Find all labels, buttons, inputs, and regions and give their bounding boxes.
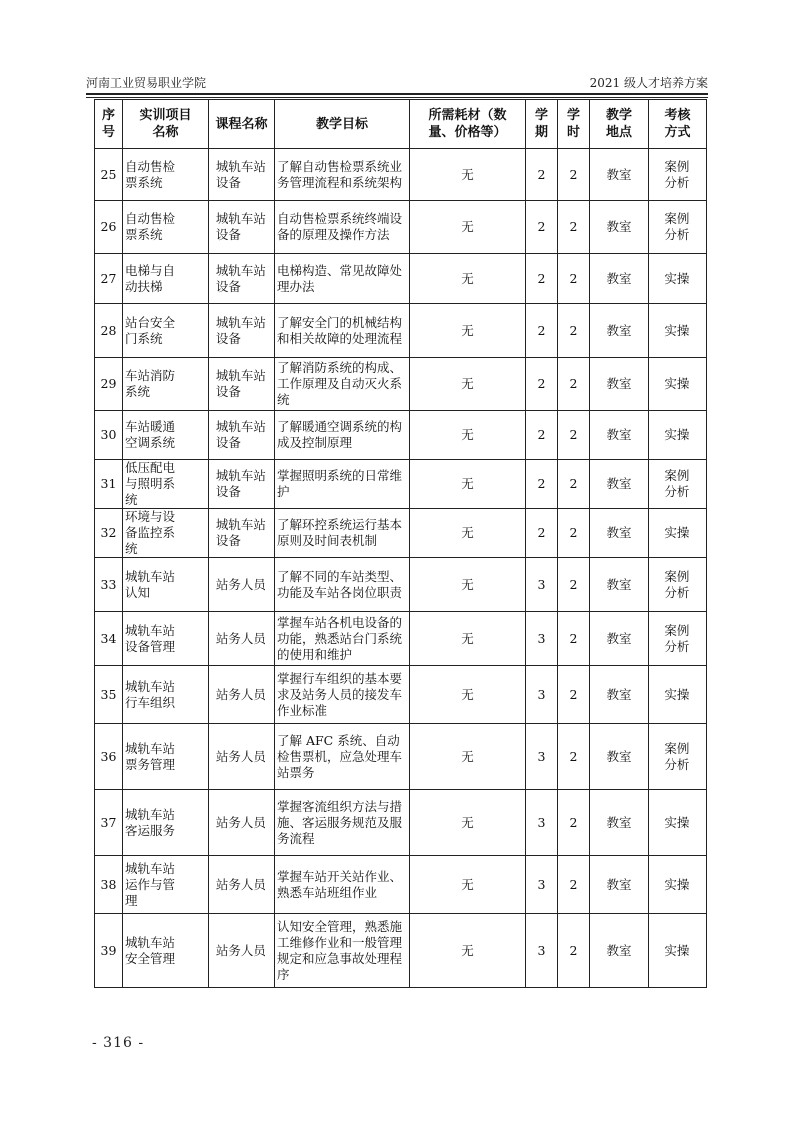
cell-hours: 2 xyxy=(558,856,590,914)
cell-hours: 2 xyxy=(558,558,590,612)
cell-material: 无 xyxy=(410,558,526,612)
cell-goal: 认知安全管理，熟悉施工维修作业和一般管理规定和应急事故处理程序 xyxy=(275,914,410,988)
page-number: - 316 - xyxy=(92,1035,145,1051)
cell-no: 31 xyxy=(95,460,123,509)
cell-material: 无 xyxy=(410,509,526,558)
cell-goal: 掌握照明系统的日常维护 xyxy=(275,460,410,509)
cell-place: 教室 xyxy=(590,149,649,201)
cell-no: 29 xyxy=(95,358,123,411)
col-header-project: 实训项目名称 xyxy=(123,100,209,149)
cell-project: 城轨车站行车组织 xyxy=(123,666,209,724)
cell-material: 无 xyxy=(410,460,526,509)
cell-no: 33 xyxy=(95,558,123,612)
cell-course: 站务人员 xyxy=(209,790,275,856)
cell-no: 35 xyxy=(95,666,123,724)
table-row xyxy=(95,149,707,201)
cell-course: 城轨车站设备 xyxy=(209,358,275,411)
cell-material: 无 xyxy=(410,790,526,856)
col-header-course: 课程名称 xyxy=(209,100,275,149)
cell-term: 2 xyxy=(526,304,558,358)
cell-material: 无 xyxy=(410,856,526,914)
cell-project: 低压配电与照明系统 xyxy=(123,460,209,509)
col-header-term: 学期 xyxy=(526,100,558,149)
cell-goal: 了解 AFC 系统、自动检售票机，应急处理车站票务 xyxy=(275,724,410,790)
cell-assess: 案例分析 xyxy=(649,558,707,612)
cell-project: 站台安全门系统 xyxy=(123,304,209,358)
cell-assess: 实操 xyxy=(649,358,707,411)
cell-no: 39 xyxy=(95,914,123,988)
cell-place: 教室 xyxy=(590,666,649,724)
header-rule-thin xyxy=(86,97,708,98)
training-table xyxy=(94,99,707,988)
cell-place: 教室 xyxy=(590,856,649,914)
cell-hours: 2 xyxy=(558,411,590,460)
table-row xyxy=(95,724,707,790)
cell-course: 城轨车站设备 xyxy=(209,304,275,358)
col-header-goal: 教学目标 xyxy=(275,100,410,149)
cell-hours: 2 xyxy=(558,790,590,856)
cell-no: 26 xyxy=(95,201,123,254)
cell-project: 城轨车站票务管理 xyxy=(123,724,209,790)
table-row xyxy=(95,358,707,411)
header-rule-thick xyxy=(86,93,708,95)
cell-material: 无 xyxy=(410,254,526,304)
cell-material: 无 xyxy=(410,358,526,411)
cell-course: 城轨车站设备 xyxy=(209,149,275,201)
cell-assess: 案例分析 xyxy=(649,201,707,254)
cell-term: 3 xyxy=(526,558,558,612)
cell-hours: 2 xyxy=(558,304,590,358)
cell-goal: 了解暖通空调系统的构成及控制原理 xyxy=(275,411,410,460)
cell-material: 无 xyxy=(410,914,526,988)
table-row xyxy=(95,914,707,988)
cell-hours: 2 xyxy=(558,724,590,790)
cell-term: 2 xyxy=(526,201,558,254)
cell-place: 教室 xyxy=(590,460,649,509)
cell-place: 教室 xyxy=(590,914,649,988)
cell-material: 无 xyxy=(410,411,526,460)
cell-place: 教室 xyxy=(590,411,649,460)
cell-project: 车站暖通空调系统 xyxy=(123,411,209,460)
table-row xyxy=(95,304,707,358)
table-row xyxy=(95,558,707,612)
table-row xyxy=(95,460,707,509)
cell-course: 城轨车站设备 xyxy=(209,411,275,460)
cell-place: 教室 xyxy=(590,612,649,666)
cell-no: 27 xyxy=(95,254,123,304)
cell-goal: 了解环控系统运行基本原则及时间表机制 xyxy=(275,509,410,558)
cell-material: 无 xyxy=(410,304,526,358)
cell-project: 自动售检票系统 xyxy=(123,149,209,201)
cell-goal: 了解消防系统的构成、工作原理及自动灭火系统 xyxy=(275,358,410,411)
cell-assess: 实操 xyxy=(649,666,707,724)
cell-assess: 实操 xyxy=(649,914,707,988)
cell-goal: 掌握车站各机电设备的功能，熟悉站台门系统的使用和维护 xyxy=(275,612,410,666)
cell-goal: 掌握车站开关站作业、熟悉车站班组作业 xyxy=(275,856,410,914)
cell-term: 2 xyxy=(526,460,558,509)
cell-assess: 实操 xyxy=(649,304,707,358)
cell-no: 37 xyxy=(95,790,123,856)
table-row xyxy=(95,856,707,914)
cell-place: 教室 xyxy=(590,724,649,790)
cell-assess: 实操 xyxy=(649,856,707,914)
cell-hours: 2 xyxy=(558,149,590,201)
cell-goal: 电梯构造、常见故障处理办法 xyxy=(275,254,410,304)
cell-no: 28 xyxy=(95,304,123,358)
cell-material: 无 xyxy=(410,666,526,724)
table-row xyxy=(95,790,707,856)
cell-project: 环境与设备监控系统 xyxy=(123,509,209,558)
cell-course: 站务人员 xyxy=(209,724,275,790)
cell-assess: 实操 xyxy=(649,509,707,558)
cell-course: 站务人员 xyxy=(209,856,275,914)
cell-term: 2 xyxy=(526,149,558,201)
cell-project: 自动售检票系统 xyxy=(123,201,209,254)
cell-term: 3 xyxy=(526,724,558,790)
cell-term: 3 xyxy=(526,612,558,666)
cell-goal: 掌握客流组织方法与措施、客运服务规范及服务流程 xyxy=(275,790,410,856)
col-header-no: 序号 xyxy=(95,100,123,149)
cell-no: 34 xyxy=(95,612,123,666)
cell-hours: 2 xyxy=(558,201,590,254)
cell-place: 教室 xyxy=(590,201,649,254)
cell-term: 3 xyxy=(526,856,558,914)
cell-goal: 了解自动售检票系统业务管理流程和系统架构 xyxy=(275,149,410,201)
table-row xyxy=(95,201,707,254)
table-row xyxy=(95,509,707,558)
header-school-name: 河南工业贸易职业学院 xyxy=(86,76,207,90)
cell-project: 车站消防系统 xyxy=(123,358,209,411)
cell-assess: 实操 xyxy=(649,411,707,460)
cell-place: 教室 xyxy=(590,558,649,612)
table-header-row xyxy=(95,100,707,149)
cell-hours: 2 xyxy=(558,914,590,988)
cell-course: 站务人员 xyxy=(209,666,275,724)
cell-place: 教室 xyxy=(590,254,649,304)
cell-project: 电梯与自动扶梯 xyxy=(123,254,209,304)
cell-assess: 案例分析 xyxy=(649,149,707,201)
cell-project: 城轨车站认知 xyxy=(123,558,209,612)
cell-term: 3 xyxy=(526,790,558,856)
col-header-material: 所需耗材（数量、价格等） xyxy=(410,100,526,149)
col-header-place: 教学地点 xyxy=(590,100,649,149)
cell-assess: 案例分析 xyxy=(649,460,707,509)
header-doc-title: 2021 级人才培养方案 xyxy=(589,76,708,90)
cell-goal: 了解不同的车站类型、功能及车站各岗位职责 xyxy=(275,558,410,612)
cell-term: 2 xyxy=(526,411,558,460)
cell-material: 无 xyxy=(410,724,526,790)
cell-course: 站务人员 xyxy=(209,612,275,666)
col-header-assess: 考核方式 xyxy=(649,100,707,149)
cell-project: 城轨车站安全管理 xyxy=(123,914,209,988)
cell-project: 城轨车站设备管理 xyxy=(123,612,209,666)
cell-no: 25 xyxy=(95,149,123,201)
cell-course: 站务人员 xyxy=(209,914,275,988)
table-row xyxy=(95,666,707,724)
cell-assess: 案例分析 xyxy=(649,612,707,666)
table-row xyxy=(95,254,707,304)
cell-term: 2 xyxy=(526,509,558,558)
cell-place: 教室 xyxy=(590,304,649,358)
cell-no: 30 xyxy=(95,411,123,460)
cell-term: 2 xyxy=(526,254,558,304)
cell-place: 教室 xyxy=(590,790,649,856)
cell-hours: 2 xyxy=(558,358,590,411)
cell-course: 城轨车站设备 xyxy=(209,460,275,509)
cell-material: 无 xyxy=(410,149,526,201)
cell-no: 38 xyxy=(95,856,123,914)
table-row xyxy=(95,612,707,666)
cell-goal: 了解安全门的机械结构和相关故障的处理流程 xyxy=(275,304,410,358)
cell-no: 36 xyxy=(95,724,123,790)
cell-hours: 2 xyxy=(558,460,590,509)
cell-place: 教室 xyxy=(590,358,649,411)
cell-hours: 2 xyxy=(558,254,590,304)
table-row xyxy=(95,411,707,460)
cell-course: 城轨车站设备 xyxy=(209,254,275,304)
cell-project: 城轨车站运作与管理 xyxy=(123,856,209,914)
cell-material: 无 xyxy=(410,201,526,254)
cell-hours: 2 xyxy=(558,612,590,666)
cell-course: 站务人员 xyxy=(209,558,275,612)
cell-hours: 2 xyxy=(558,666,590,724)
cell-goal: 掌握行车组织的基本要求及站务人员的接发车作业标准 xyxy=(275,666,410,724)
cell-course: 城轨车站设备 xyxy=(209,509,275,558)
cell-assess: 案例分析 xyxy=(649,724,707,790)
cell-course: 城轨车站设备 xyxy=(209,201,275,254)
cell-project: 城轨车站客运服务 xyxy=(123,790,209,856)
cell-term: 3 xyxy=(526,666,558,724)
cell-hours: 2 xyxy=(558,509,590,558)
cell-no: 32 xyxy=(95,509,123,558)
page-header xyxy=(86,74,708,92)
cell-term: 2 xyxy=(526,358,558,411)
cell-goal: 自动售检票系统终端设备的原理及操作方法 xyxy=(275,201,410,254)
col-header-hours: 学时 xyxy=(558,100,590,149)
cell-assess: 实操 xyxy=(649,790,707,856)
cell-term: 3 xyxy=(526,914,558,988)
cell-assess: 实操 xyxy=(649,254,707,304)
cell-material: 无 xyxy=(410,612,526,666)
cell-place: 教室 xyxy=(590,509,649,558)
